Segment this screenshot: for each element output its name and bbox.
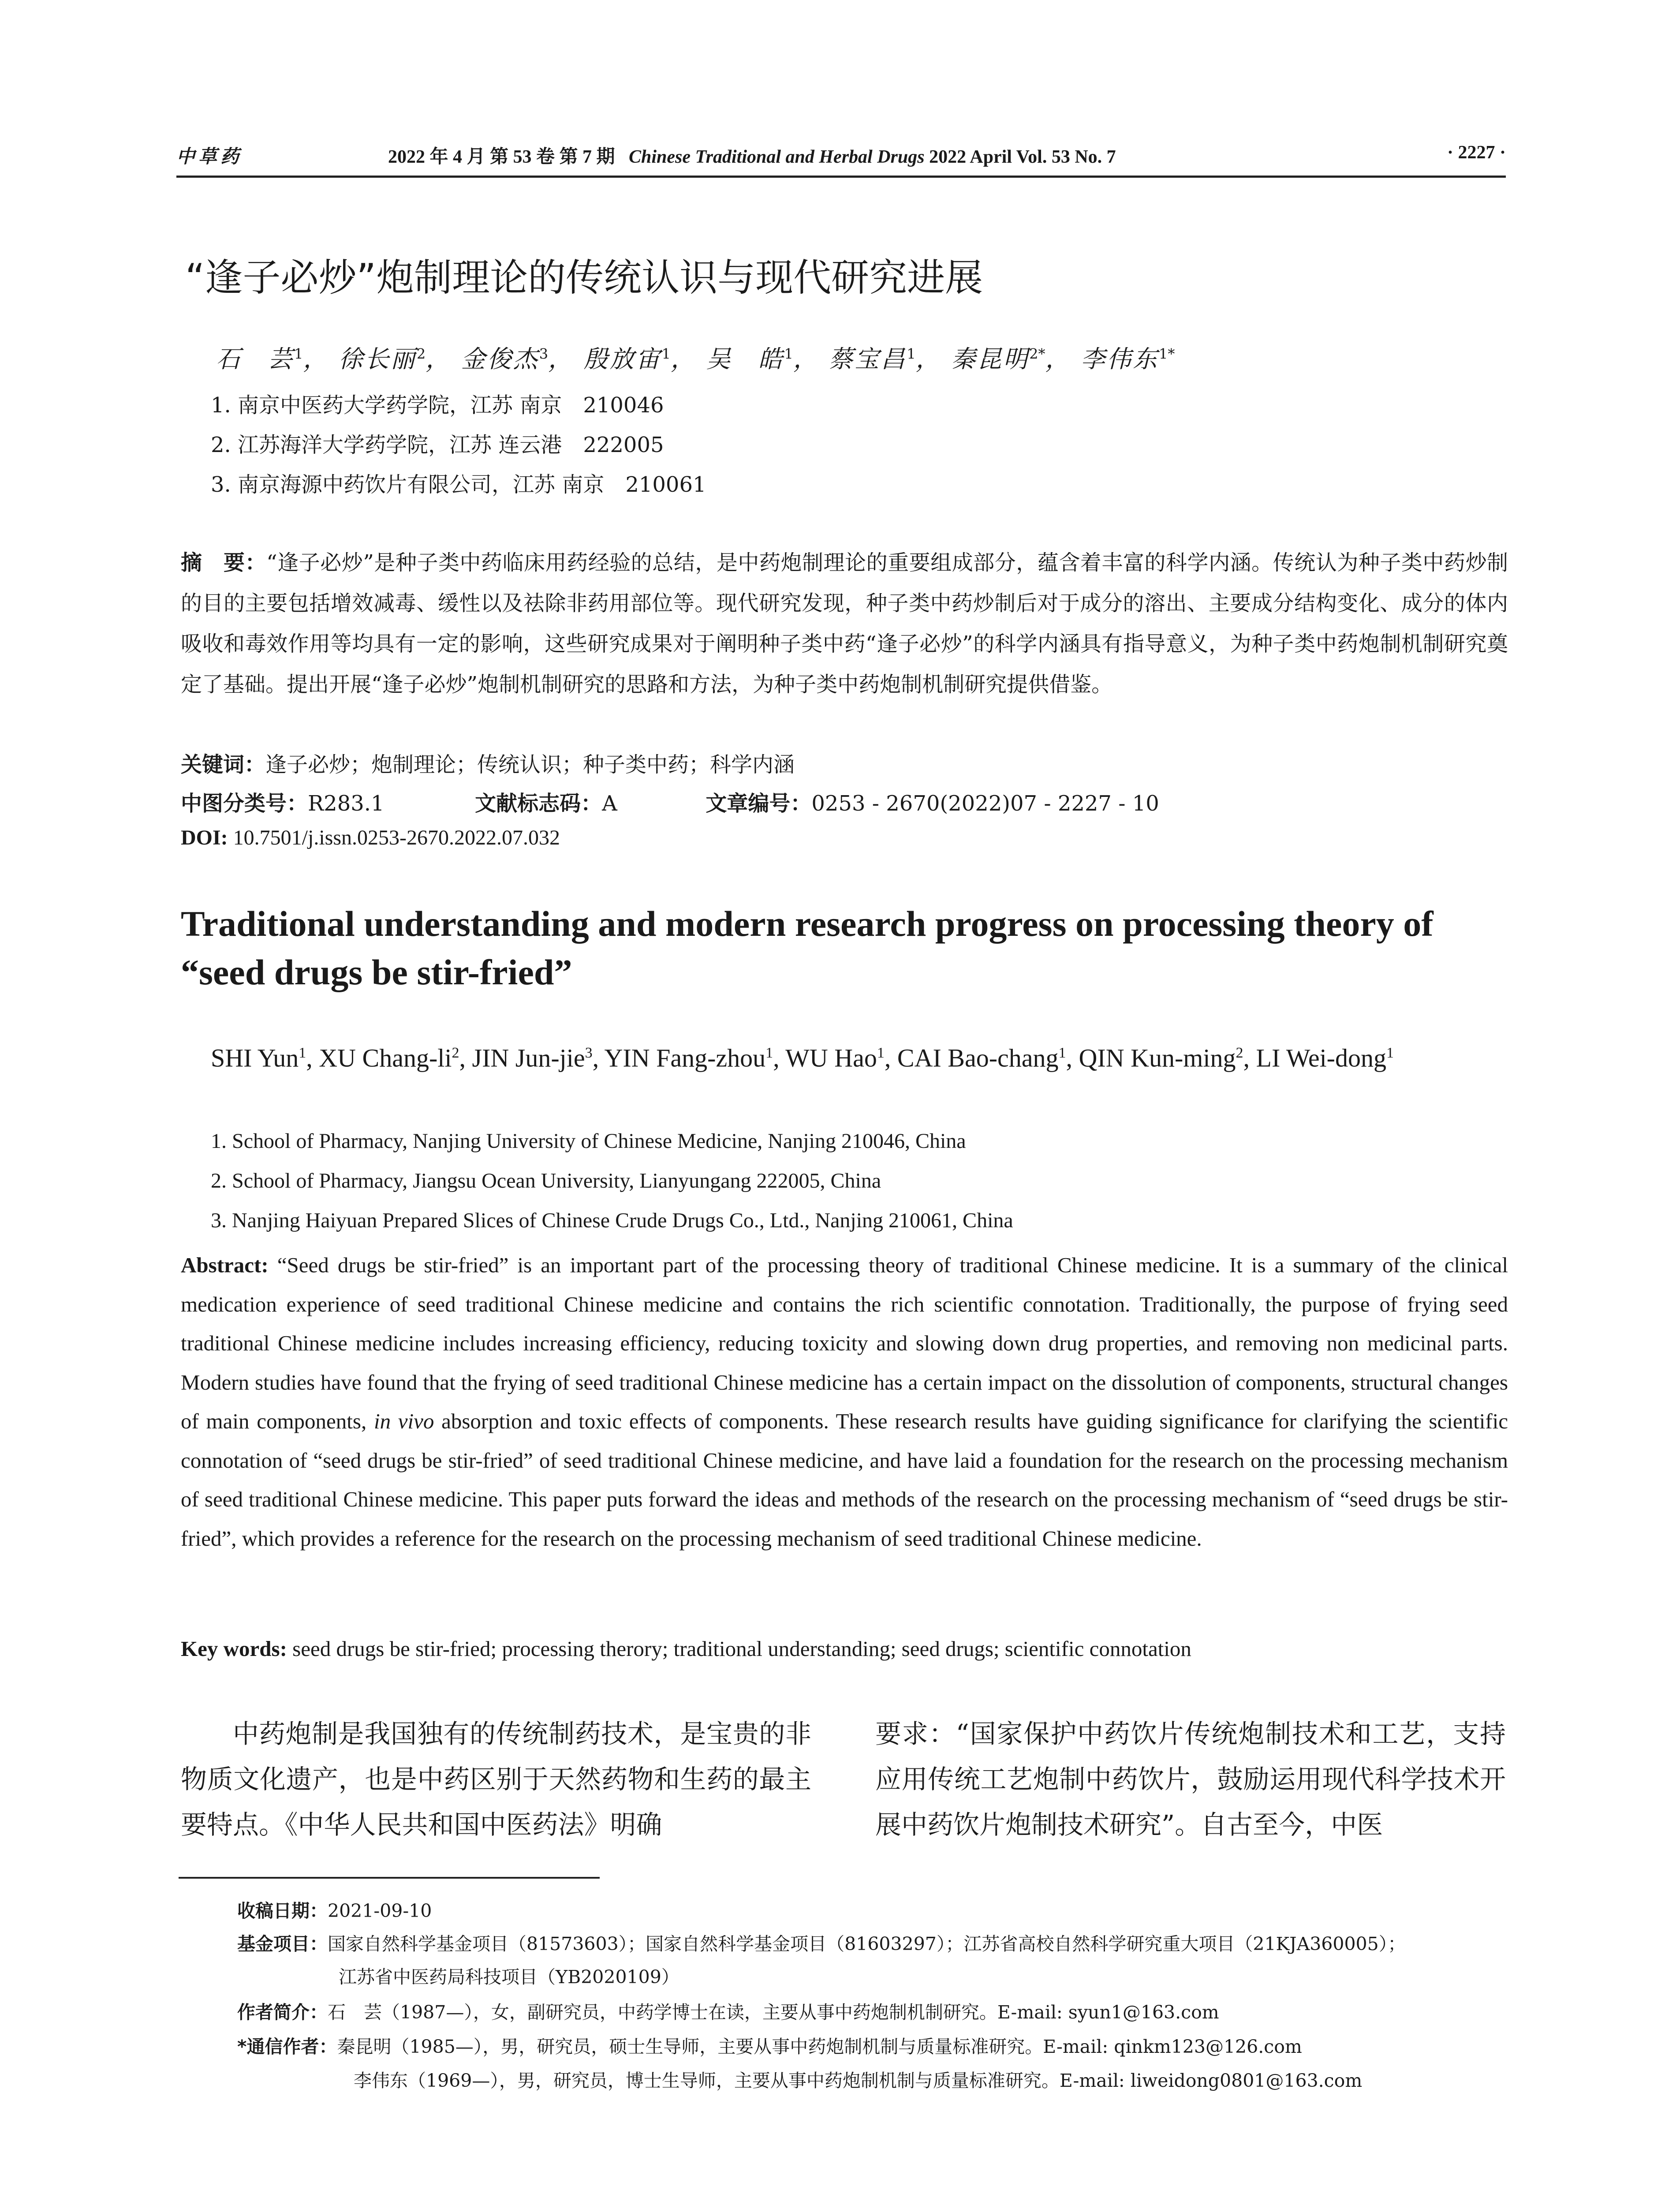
authors-cn: 石 芸$^1$， 徐长丽$^2$， 金俊杰$^3$， 殷放宙$^1$， 吴 皓$^1$， 蔡宝昌$^1$， 秦昆明$^{2*}$， 李伟东$^{1*}$ (216, 345, 1175, 373)
received-date: 2021-09-10 (328, 1900, 432, 1921)
article-no-label: 文章编号： (706, 791, 812, 816)
keywords-cn-label: 关键词： (181, 752, 266, 777)
received-label: 收稿日期： (237, 1900, 328, 1921)
author-cn: 吴 皓 (706, 345, 784, 373)
doi-value: 10.7501/j.issn.0253-2670.2022.07.032 (233, 826, 560, 849)
author-aff-mark: 2 (452, 1045, 459, 1061)
affiliation-en-1: 1. School of Pharmacy, Nanjing University of Chinese Medicine, Nanjing 210046, China (211, 1129, 966, 1153)
fund-label: 基金项目： (237, 1933, 328, 1955)
author-aff-mark: 1 (299, 1045, 306, 1061)
author-cn: 金俊杰 (461, 345, 539, 373)
author-aff-mark: 1 (294, 345, 303, 363)
running-header (176, 142, 1506, 177)
abstract-en (181, 1246, 1508, 1558)
abstract-en-text-2: absorption and toxic effects of components. These research results have guiding significance for clarifying the scientific connotation of “seed drugs be stir-fried” of seed traditional Chinese medicine, and have laid a foundation for the research on the processing mechanism of seed traditional Chinese medicine. This paper puts forward the ideas and methods of the research on the processing mechanism of “seed drugs be stir-fried”, which provides a reference for the research on the processing mechanism of seed traditional Chinese medicine. (181, 1409, 1508, 1551)
author-en: SHI Yun (211, 1043, 299, 1073)
article-no-value: 0253 - 2670(2022)07 - 2227 - 10 (811, 791, 1159, 816)
correspondence-2: 李伟东（1969—），男，研究员，博士生导师，主要从事中药炮制机制与质量标准研究。E-mail: liweidong0801@163.com (354, 2070, 1363, 2091)
classification-line (181, 786, 1159, 817)
author-aff-mark: 2* (1029, 345, 1045, 363)
author-en: WU Hao (785, 1043, 877, 1073)
author-bio-label: 作者简介： (237, 2002, 328, 2023)
author-aff-mark: 1 (877, 1045, 885, 1061)
abstract-en-text-1: “Seed drugs be stir-fried” is an important part of the processing theory of traditional Chinese medicine. It is a summary of the clinical medication experience of seed traditional Chinese medicine and contains the rich scientific connotation. Traditionally, the purpose of frying seed traditional Chinese medicine includes increasing efficiency, reducing toxicity and slowing down drug properties, and removing non medicinal parts. Modern studies have found that the frying of seed traditional Chinese medicine has a certain impact on the dissolution of components, structural changes of main components, (181, 1253, 1508, 1433)
fund-line-1: 国家自然科学基金项目（81573603）；国家自然科学基金项目（81603297）；江苏省高校自然科学研究重大项目（21KJA360005）； (328, 1933, 1406, 1955)
author-cn: 徐长丽 (338, 345, 417, 373)
keywords-cn-text: 逢子必炒；炮制理论；传统认识；种子类中药；科学内涵 (265, 752, 795, 777)
author-en: YIN Fang-zhou (604, 1043, 766, 1073)
author-aff-mark: 1 (784, 345, 793, 363)
author-en: QIN Kun-ming (1079, 1043, 1236, 1073)
journal-name-en: Chinese Traditional and Herbal Drugs (629, 147, 925, 167)
footnote-author (237, 1998, 1219, 2024)
header-rule (176, 176, 1506, 178)
doi-label: DOI: (181, 826, 228, 849)
fund-line-2: 江苏省中医药局科技项目（YB2020109） (339, 1966, 679, 1988)
author-cn: 秦昆明 (951, 345, 1030, 373)
doi-line (181, 826, 560, 850)
abstract-cn-text: “逢子必炒”是种子类中药临床用药经验的总结，是中药炮制理论的重要组成部分，蕴含着丰富的科学内涵。传统认为种子类中药炒制的目的主要包括增效减毒、缓性以及祛除非药用部位等。现代研究发现，种子类中药炒制后对于成分的溶出、主要成分结构变化、成分的体内吸收和毒效作用等均具有一定的影响，这些研究成果对于阐明种子类中药“逢子必炒”的科学内涵具有指导意义，为种子类中药炮制机制研究奠定了基础。提出开展“逢子必炒”炮制机制研究的思路和方法，为种子类中药炮制机制研究提供借鉴。 (181, 550, 1508, 697)
author-aff-mark: 1 (765, 1045, 773, 1061)
issue-text-en: 2022 April Vol. 53 No. 7 (929, 147, 1116, 167)
keywords-en-label: Key words: (181, 1637, 287, 1661)
affiliation-cn-3: 3. 南京海源中药饮片有限公司，江苏 南京 210061 (211, 472, 706, 497)
body-column-left: 中药炮制是我国独有的传统制药技术，是宝贵的非物质文化遗产，也是中药区别于天然药物和生药的最主要特点。《中华人民共和国中医药法》明确 (181, 1719, 811, 1840)
author-en: XU Chang-li (319, 1043, 452, 1073)
author-aff-mark: 2 (1236, 1045, 1243, 1061)
author-cn: 李伟东 (1081, 345, 1159, 373)
affiliation-cn-1: 1. 南京中医药大学药学院，江苏 南京 210046 (211, 393, 664, 418)
author-bio: 石 芸（1987—），女，副研究员，中药学博士在读，主要从事中药炮制机制研究。E-mail: syun1@163.com (328, 2002, 1219, 2023)
author-aff-mark: 1 (1058, 1045, 1066, 1061)
author-en: JIN Jun-jie (472, 1043, 585, 1073)
clc-value: R283.1 (308, 791, 385, 816)
keywords-en-text: seed drugs be stir-fried; processing therory; traditional understanding; seed drugs; scientific connotation (292, 1637, 1191, 1661)
footnote-rule (179, 1877, 600, 1879)
keywords-en (181, 1636, 1508, 1661)
author-cn: 殷放宙 (583, 345, 662, 373)
abstract-cn (181, 542, 1508, 705)
author-aff-mark: 1 (1386, 1045, 1394, 1061)
affiliation-cn-2: 2. 江苏海洋大学药学院，江苏 连云港 222005 (211, 433, 664, 457)
keywords-cn (181, 747, 795, 778)
authors-en: SHI Yun$^1$, XU Chang-$li^2$, JIN Jun-jie$^3$, YIN Fang-zhou$^1$, WU Hao$^1$, CAI Bao-chang$^1$, QIN Kun-ming$^2$, LI Wei-dong$^1$ (211, 1043, 1394, 1073)
abstract-en-label: Abstract: (181, 1253, 269, 1277)
body-column-right: 要求：“国家保护中药饮片传统炮制技术和工艺，支持应用传统工艺炮制中药饮片，鼓励运用现代科学技术开展中药饮片炮制技术研究”。自古至今，中医 (875, 1719, 1506, 1840)
footnote-fund (237, 1929, 1406, 1955)
author-aff-mark: 3 (539, 345, 549, 363)
affiliation-en-2: 2. School of Pharmacy, Jiangsu Ocean University, Lianyungang 222005, China (211, 1169, 881, 1192)
affiliation-en-3: 3. Nanjing Haiyuan Prepared Slices of Chinese Crude Drugs Co., Ltd., Nanjing 210061, China (211, 1209, 1013, 1232)
title-cn: “逢子必炒”炮制理论的传统认识与现代研究进展 (185, 256, 983, 300)
abstract-en-italic: in vivo (373, 1409, 434, 1433)
clc-label: 中图分类号： (181, 791, 308, 816)
abstract-cn-label: 摘 要： (181, 550, 267, 575)
header-issue-line (388, 142, 1116, 168)
correspondence-label: *通信作者： (237, 2036, 337, 2057)
author-aff-mark: 2 (416, 345, 426, 363)
author-aff-mark: 1 (907, 345, 916, 363)
author-en: LI Wei-dong (1256, 1043, 1386, 1073)
correspondence-1: 秦昆明（1985—），男，研究员，硕士生导师，主要从事中药炮制机制与质量标准研究。E-mail: qinkm123@126.com (337, 2036, 1302, 2057)
doc-code-value: A (602, 791, 617, 816)
author-aff-mark: 1* (1159, 345, 1175, 363)
footnote-correspondence (237, 2032, 1302, 2058)
author-cn: 蔡宝昌 (829, 345, 907, 373)
author-aff-mark: 1 (661, 345, 671, 363)
page-number: · 2227 · (1447, 142, 1506, 163)
footnote-received (237, 1896, 432, 1922)
author-aff-mark: 3 (585, 1045, 593, 1061)
author-cn: 石 芸 (216, 345, 295, 373)
issue-text-cn: 2022 年 4 月 第 53 卷 第 7 期 (388, 147, 615, 167)
doc-code-label: 文献标志码： (475, 791, 602, 816)
title-en: Traditional understanding and modern research progress on processing theory of “seed drugs be stir-fried” (181, 904, 1434, 992)
author-en: CAI Bao-chang (897, 1043, 1059, 1073)
journal-name-cn: 中草药 (176, 147, 243, 167)
